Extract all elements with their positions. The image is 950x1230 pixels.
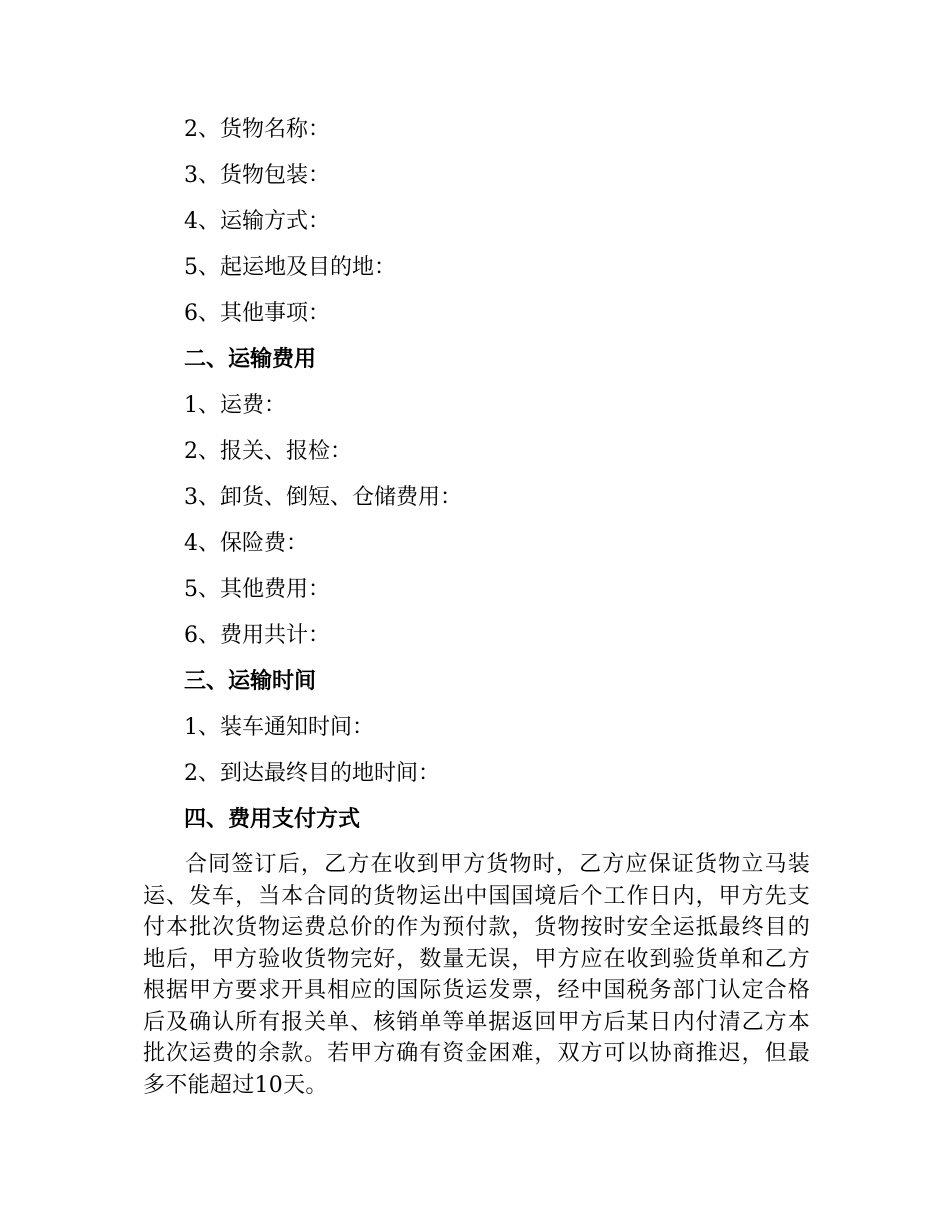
item-arrival-time: 2、到达最终目的地时间： bbox=[184, 761, 440, 786]
item-unloading-storage: 3、卸货、倒短、仓储费用： bbox=[184, 485, 462, 510]
item-insurance: 4、保险费： bbox=[184, 531, 308, 556]
section-heading-transport-time: 三、运输时间 bbox=[184, 669, 317, 694]
document-body bbox=[143, 107, 810, 1101]
item-customs-inspection: 2、报关、报检： bbox=[184, 439, 352, 464]
item-loading-notice-time: 1、装车通知时间： bbox=[184, 715, 374, 740]
item-other-matters: 6、其他事项： bbox=[184, 301, 330, 326]
item-transport-mode: 4、运输方式： bbox=[184, 209, 330, 234]
section-heading-payment-method: 四、费用支付方式 bbox=[184, 807, 361, 832]
item-other-fees: 5、其他费用： bbox=[184, 577, 330, 602]
item-origin-destination: 5、起运地及目的地： bbox=[184, 255, 396, 280]
item-freight: 1、运费： bbox=[184, 393, 286, 418]
item-cargo-name: 2、货物名称： bbox=[184, 117, 330, 142]
item-total-fees: 6、费用共计： bbox=[184, 623, 330, 648]
section-heading-transport-fees: 二、运输费用 bbox=[184, 347, 317, 372]
item-cargo-packaging: 3、货物包装： bbox=[184, 163, 330, 188]
payment-terms-paragraph: 合同签订后，乙方在收到甲方货物时，乙方应保证货物立马装运、发车，当本合同的货物运出中国国境后个工作日内，甲方先支付本批次货物运费总价的作为预付款，货物按时安全运抵最终目的地后，甲方验收货物完好，数量无误，甲方应在收到验货单和乙方根据甲方要求开具相应的国际货运发票，经中国税务部门认定合格后及确认所有报关单、核销单等单据返回甲方后某日内付清乙方本批次运费的余款。若甲方确有资金困难，双方可以协商推迟，但最多不能超过10天。 bbox=[143, 852, 810, 1098]
